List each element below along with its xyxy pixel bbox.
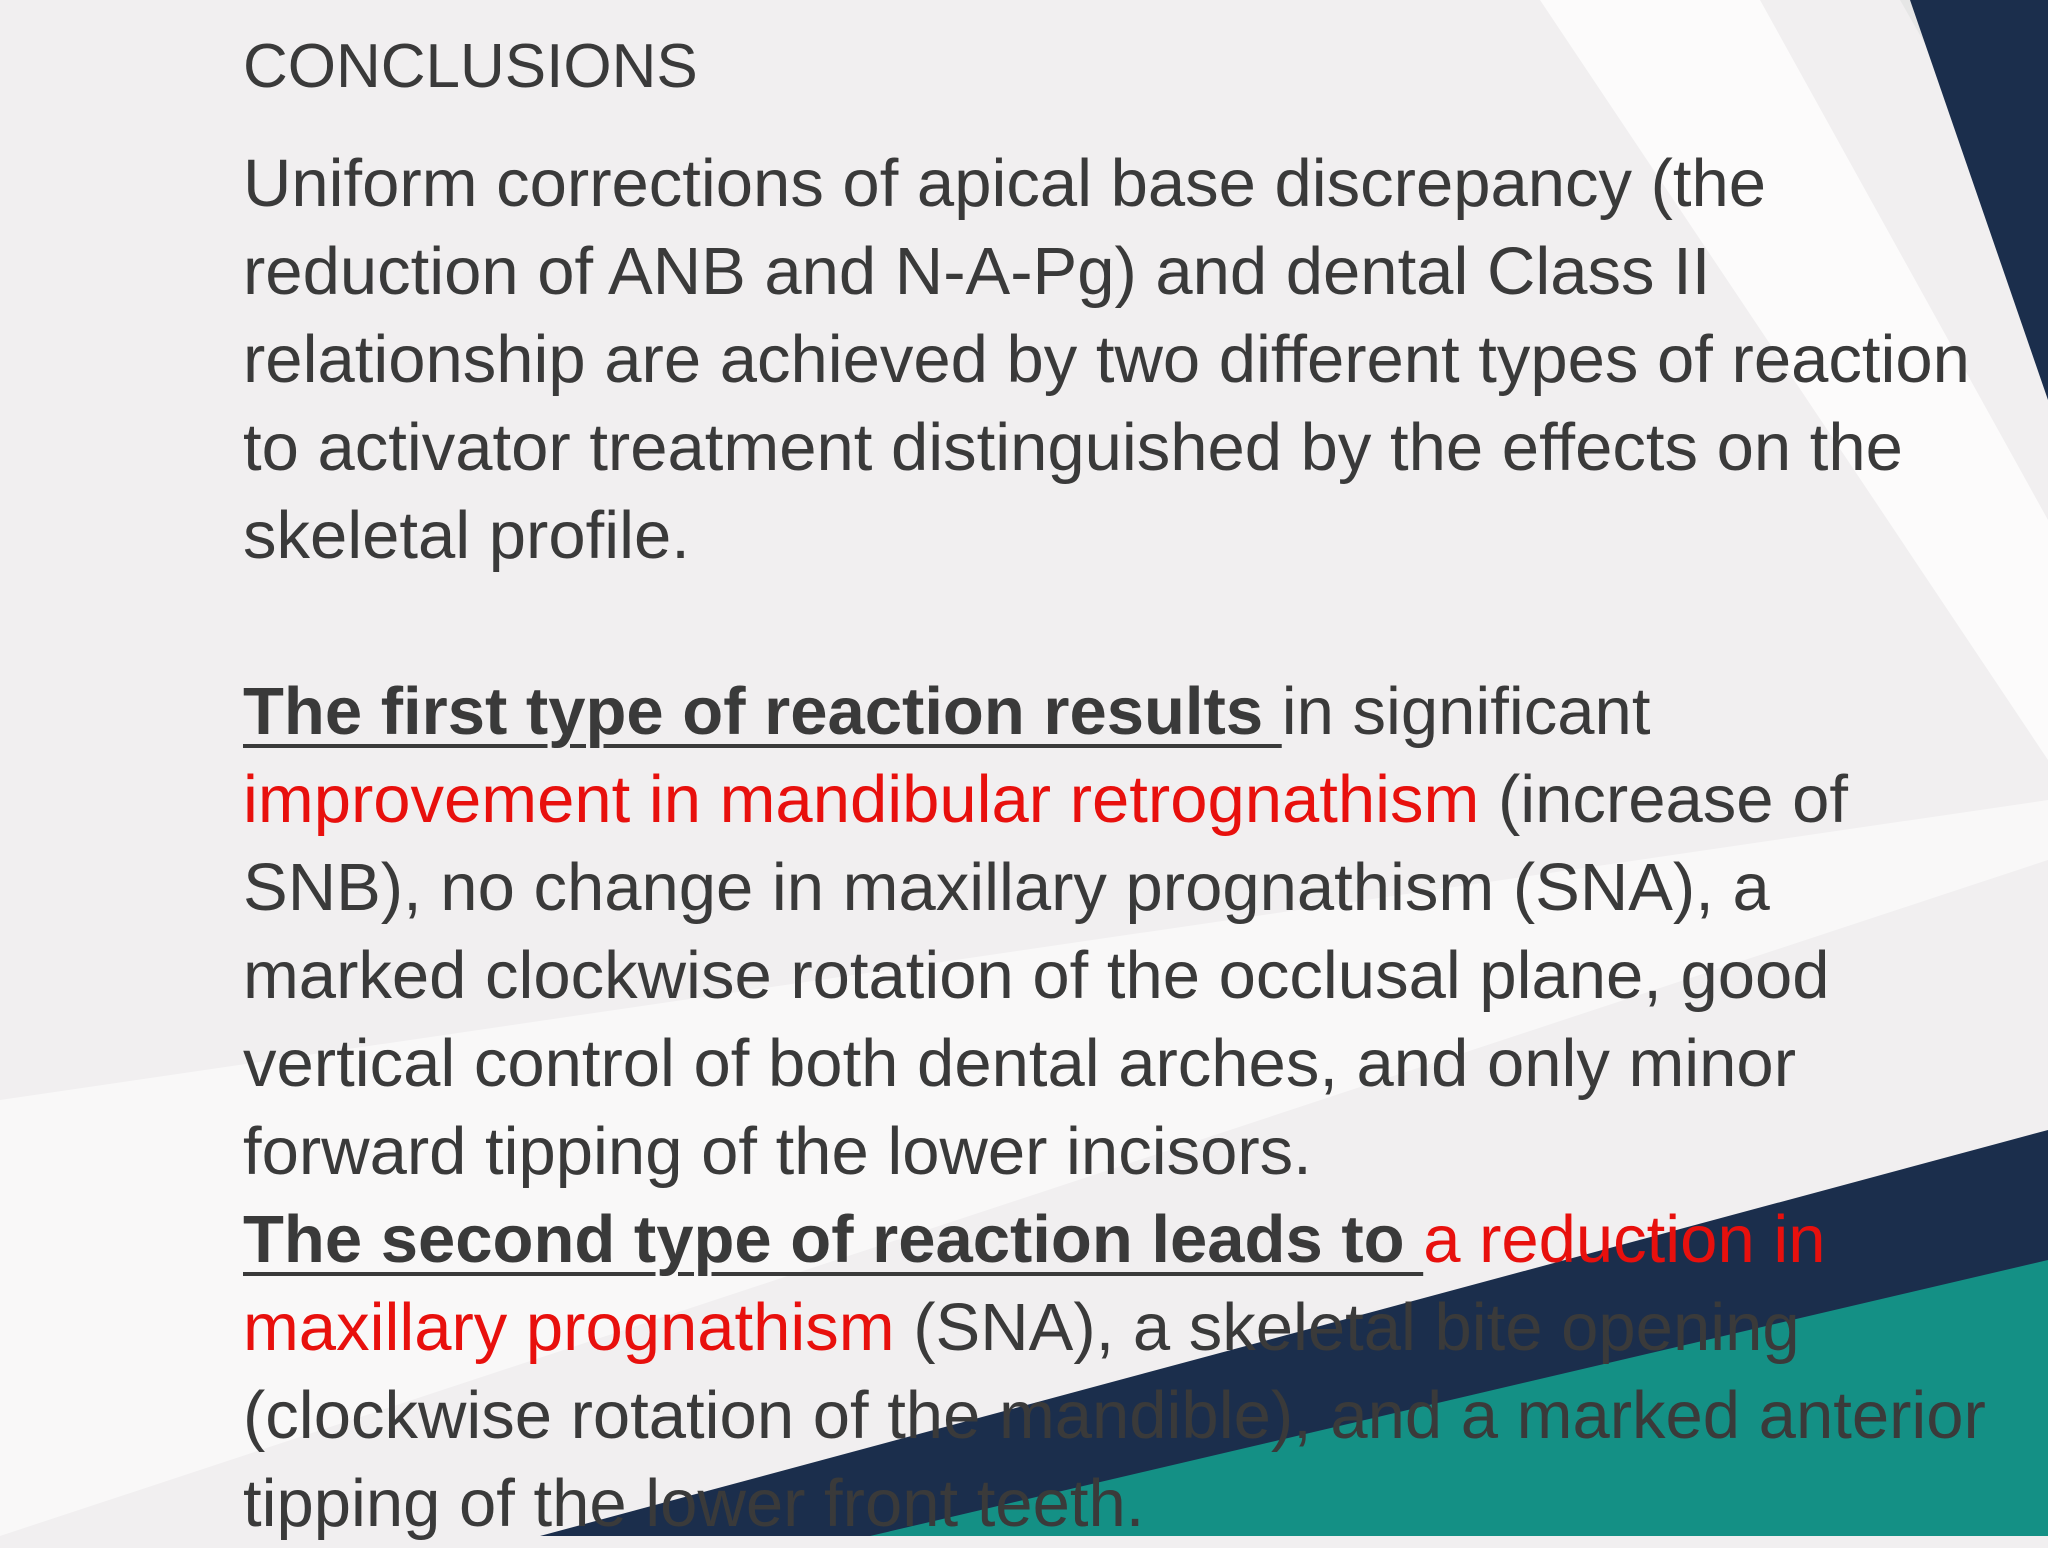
first-reaction-highlight: improvement in mandibular retrognathism: [243, 762, 1480, 837]
slide-title: CONCLUSIONS: [243, 32, 698, 101]
first-reaction-text-1: in significant: [1281, 674, 1651, 749]
second-reaction-lead: The second type of reaction leads to: [243, 1202, 1424, 1277]
second-reaction-text: (SNA), a skeletal bite opening (clockwise rotation of the mandible), and a marked anterior tipping of the lower front teeth.: [243, 1290, 1986, 1541]
first-reaction-lead: The first type of reaction results: [243, 674, 1282, 749]
second-reaction-highlight: a reduction in maxillary prognathism: [243, 1202, 1826, 1365]
paragraph-gap: [243, 580, 2003, 668]
first-reaction-paragraph: [243, 668, 2003, 1196]
slide-content: [243, 32, 2003, 1548]
intro-paragraph: Uniform corrections of apical base discrepancy (the reduction of ANB and N-A-Pg) and dental Class II relationship are achieved by two different types of reaction to activator treatment distinguished by the effects on the skeletal profile.: [243, 146, 1970, 573]
second-reaction-paragraph: [243, 1196, 2003, 1548]
first-reaction-text-2: (increase of SNB), no change in maxillary prognathism (SNA), a marked clockwise rotation of the occlusal plane, good vertical control of both dental arches, and only minor forward tipping of the lower incisors.: [243, 762, 1848, 1189]
